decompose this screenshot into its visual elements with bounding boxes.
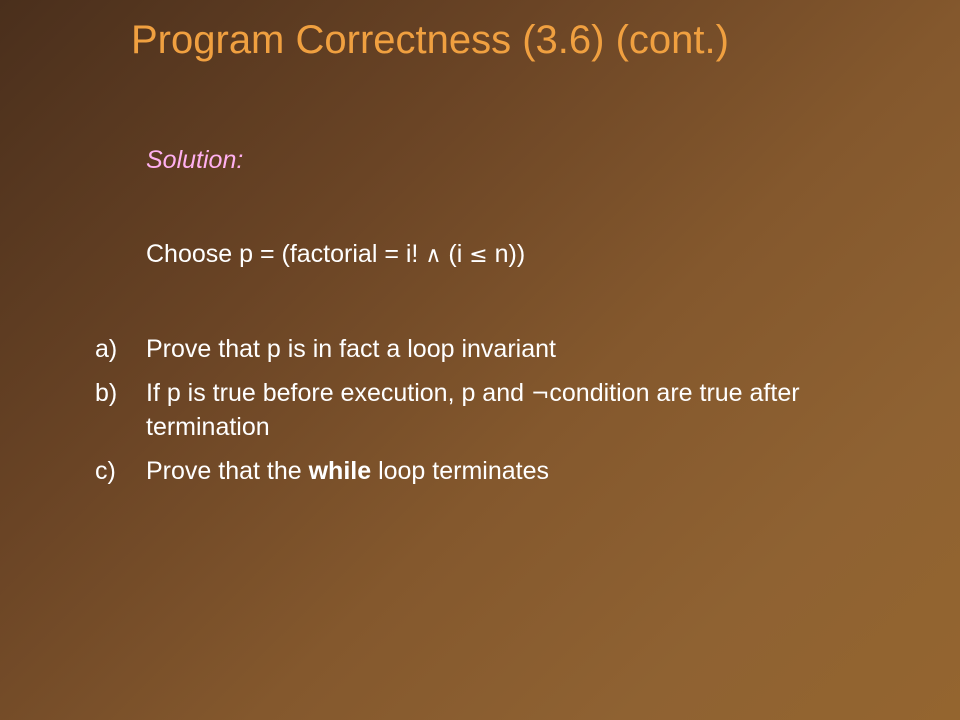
choice-suffix: n))	[487, 240, 526, 268]
proof-steps-list	[95, 333, 925, 499]
item-text-before: If p is true before execution, p and	[146, 379, 531, 407]
logical-not-symbol: ¬	[530, 382, 550, 407]
list-item-text	[146, 377, 925, 443]
slide-title: Program Correctness (3.6) (cont.)	[131, 18, 729, 62]
invariant-choice	[146, 240, 525, 269]
list-marker: b)	[95, 379, 118, 407]
list-item	[95, 455, 925, 487]
choice-prefix: Choose p = (factorial = i!	[146, 240, 426, 268]
list-item-text	[146, 455, 925, 487]
item-text-after: condition are true after termination	[146, 379, 800, 441]
list-item	[95, 333, 925, 365]
list-item	[95, 377, 925, 443]
list-item-text: Prove that p is in fact a loop invariant	[146, 335, 556, 363]
choice-middle: (i	[441, 240, 470, 268]
while-keyword: while	[308, 457, 372, 485]
item-text-after: loop terminates	[371, 457, 549, 485]
less-equal-symbol: ≤	[469, 243, 488, 268]
solution-label: Solution:	[146, 146, 244, 174]
list-marker: c)	[95, 457, 116, 485]
item-text-before: Prove that the	[146, 457, 309, 485]
list-marker: a)	[95, 335, 118, 363]
logical-and-symbol: ∧	[425, 243, 442, 268]
